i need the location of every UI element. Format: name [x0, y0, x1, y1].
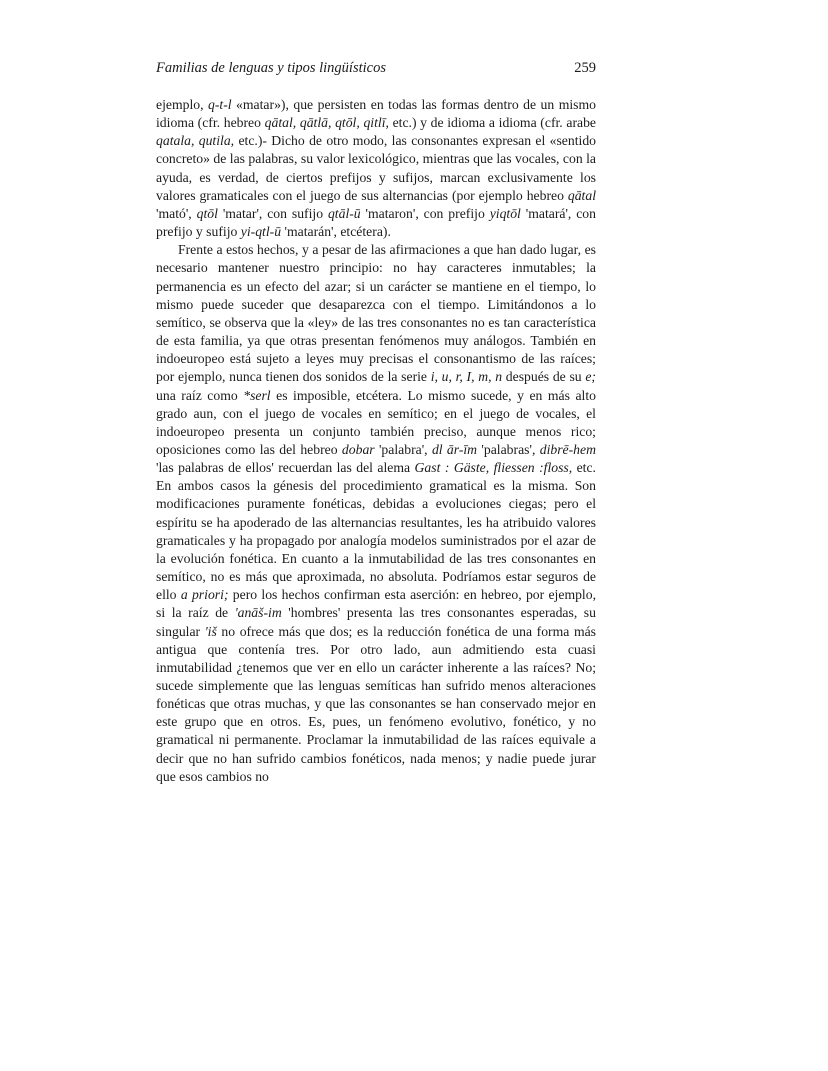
text-run: Frente a estos hechos, y a pesar de las afirmaciones a que han dado lugar, es necesario mantener nuestro principio: no hay caracteres inmutables; la permanencia es un efecto del azar; si un carácter se mantiene en el tiempo, lo mismo puede suceder que desaparezca con el tiempo. Limitándonos a lo semítico, se observa que la «ley» de las tres consonantes no es tan característica de esta familia, ya que otras presentan fenómenos muy análogos. También en indoeuropeo está sujeto a leyes muy precisas el consonantismo de las raíces; por ejemplo, nunca tienen dos sonidos de la serie	[156, 242, 596, 385]
italic-term: i, u, r, I, m, n	[430, 369, 503, 385]
text-run: 'palabra',	[374, 441, 432, 457]
italic-term: dl ār-īm	[431, 441, 478, 457]
running-head-title: Familias de lenguas y tipos lingüísticos	[156, 60, 386, 76]
book-page	[156, 60, 596, 786]
text-run: una raíz como	[156, 387, 244, 403]
paragraph	[156, 96, 596, 241]
italic-term: 'anāš-im	[234, 605, 282, 621]
body-text	[156, 96, 596, 786]
text-run: etc.)- Dicho de otro modo, las consonantes expresan el «sentido concreto» de las palabras, su valor lexicológico, mientras que las vocales, con la ayuda, es verdad, de ciertos prefijos y sufijos, marcan exclusivamente los valores gramaticales con el juego de sus alternancias (por ejemplo hebreo	[156, 133, 597, 203]
italic-term: qtāl-ū	[327, 205, 361, 221]
text-run: 'hombres' presenta las tres consonantes esperadas, su singular	[156, 605, 596, 639]
text-run: 'las palabras de ellos' recuerdan las del alema	[156, 460, 415, 476]
italic-term: qatala, qutila,	[156, 133, 235, 149]
italic-term: *serl	[243, 387, 271, 403]
text-run: 'matará', con prefijo y sufijo	[156, 205, 596, 240]
italic-term: qātal, qātlā, qtōl, qitlī,	[264, 115, 389, 131]
text-run: 'mataron', con prefijo	[360, 205, 490, 221]
text-run: 'matarán', etcétera).	[281, 224, 391, 240]
italic-term: Gast : Gäste, fliessen :floss,	[414, 460, 573, 476]
italic-term: dibrē-hem	[539, 441, 596, 457]
italic-term: a priori;	[180, 587, 229, 603]
italic-term: e;	[585, 369, 596, 385]
paragraph	[156, 241, 596, 786]
text-run: 'mató',	[156, 205, 197, 221]
italic-term: qātal	[567, 187, 596, 203]
text-run: 'matar', con sufijo	[217, 205, 328, 221]
text-run: es imposible, etcétera. Lo mismo sucede, y en más alto grado aun, con el juego de vocales en semítico; en el juego de vocales, el indoeuropeo presenta un conjunto también preciso, aunque menos rico; oposiciones como las del hebreo	[156, 387, 596, 457]
text-run: etc.) y de idioma a idioma (cfr. arabe	[388, 115, 597, 131]
italic-term: 'iš	[204, 623, 217, 639]
italic-term: yi-qtl-ū	[240, 224, 282, 240]
text-run: 'palabras',	[477, 441, 540, 457]
text-run: «matar»), que persisten en todas las formas dentro de un mismo idioma (cfr. hebreo	[156, 97, 596, 131]
text-run: pero los hechos confirman esta aserción: en hebreo, por ejemplo, si la raíz de	[156, 587, 596, 621]
running-header	[156, 60, 596, 86]
text-run: etc. En ambos casos la génesis del procedimiento gramatical es la misma. Son modificaciones puramente fonéticas, debidas a evoluciones ciegas; pero el espíritu se ha apoderado de las alternancias resultantes, les ha atribuido valores gramaticales y ha propagado por analogía modelos suministrados por el azar de la evolución fonética. En cuanto a la inmutabilidad de las tres consonantes en semítico, no es más que aproximada, no absoluta. Podríamos estar seguros de ello	[156, 460, 596, 603]
text-run: ejemplo,	[156, 97, 208, 112]
italic-term: qtōl	[196, 205, 218, 221]
italic-term: dobar	[341, 441, 375, 457]
page-number: 259	[574, 60, 596, 76]
text-run: no ofrece más que dos; es la reducción fonética de una forma más antigua que contenía tres. Por otro lado, aun admitiendo esta cuasi inmutabilidad ¿tenemos que ver en ello un carácter inherente a las raíces? No; sucede simplemente que las lenguas semíticas han sufrido menos alteraciones fonéticas que otras muchas, y que las consonantes se han conservado mejor en este grupo que en otros. Es, pues, un fenómeno evolutivo, fonético, y no gramatical ni permanente. Proclamar la inmutabilidad de las raíces equivale a decir que no han sufrido cambios fonéticos, nada menos; y nadie puede jurar que esos cambios no	[156, 623, 596, 784]
italic-term: q-t-l	[208, 97, 232, 112]
italic-term: yiqtōl	[489, 205, 521, 221]
text-run: después de su	[502, 369, 586, 385]
